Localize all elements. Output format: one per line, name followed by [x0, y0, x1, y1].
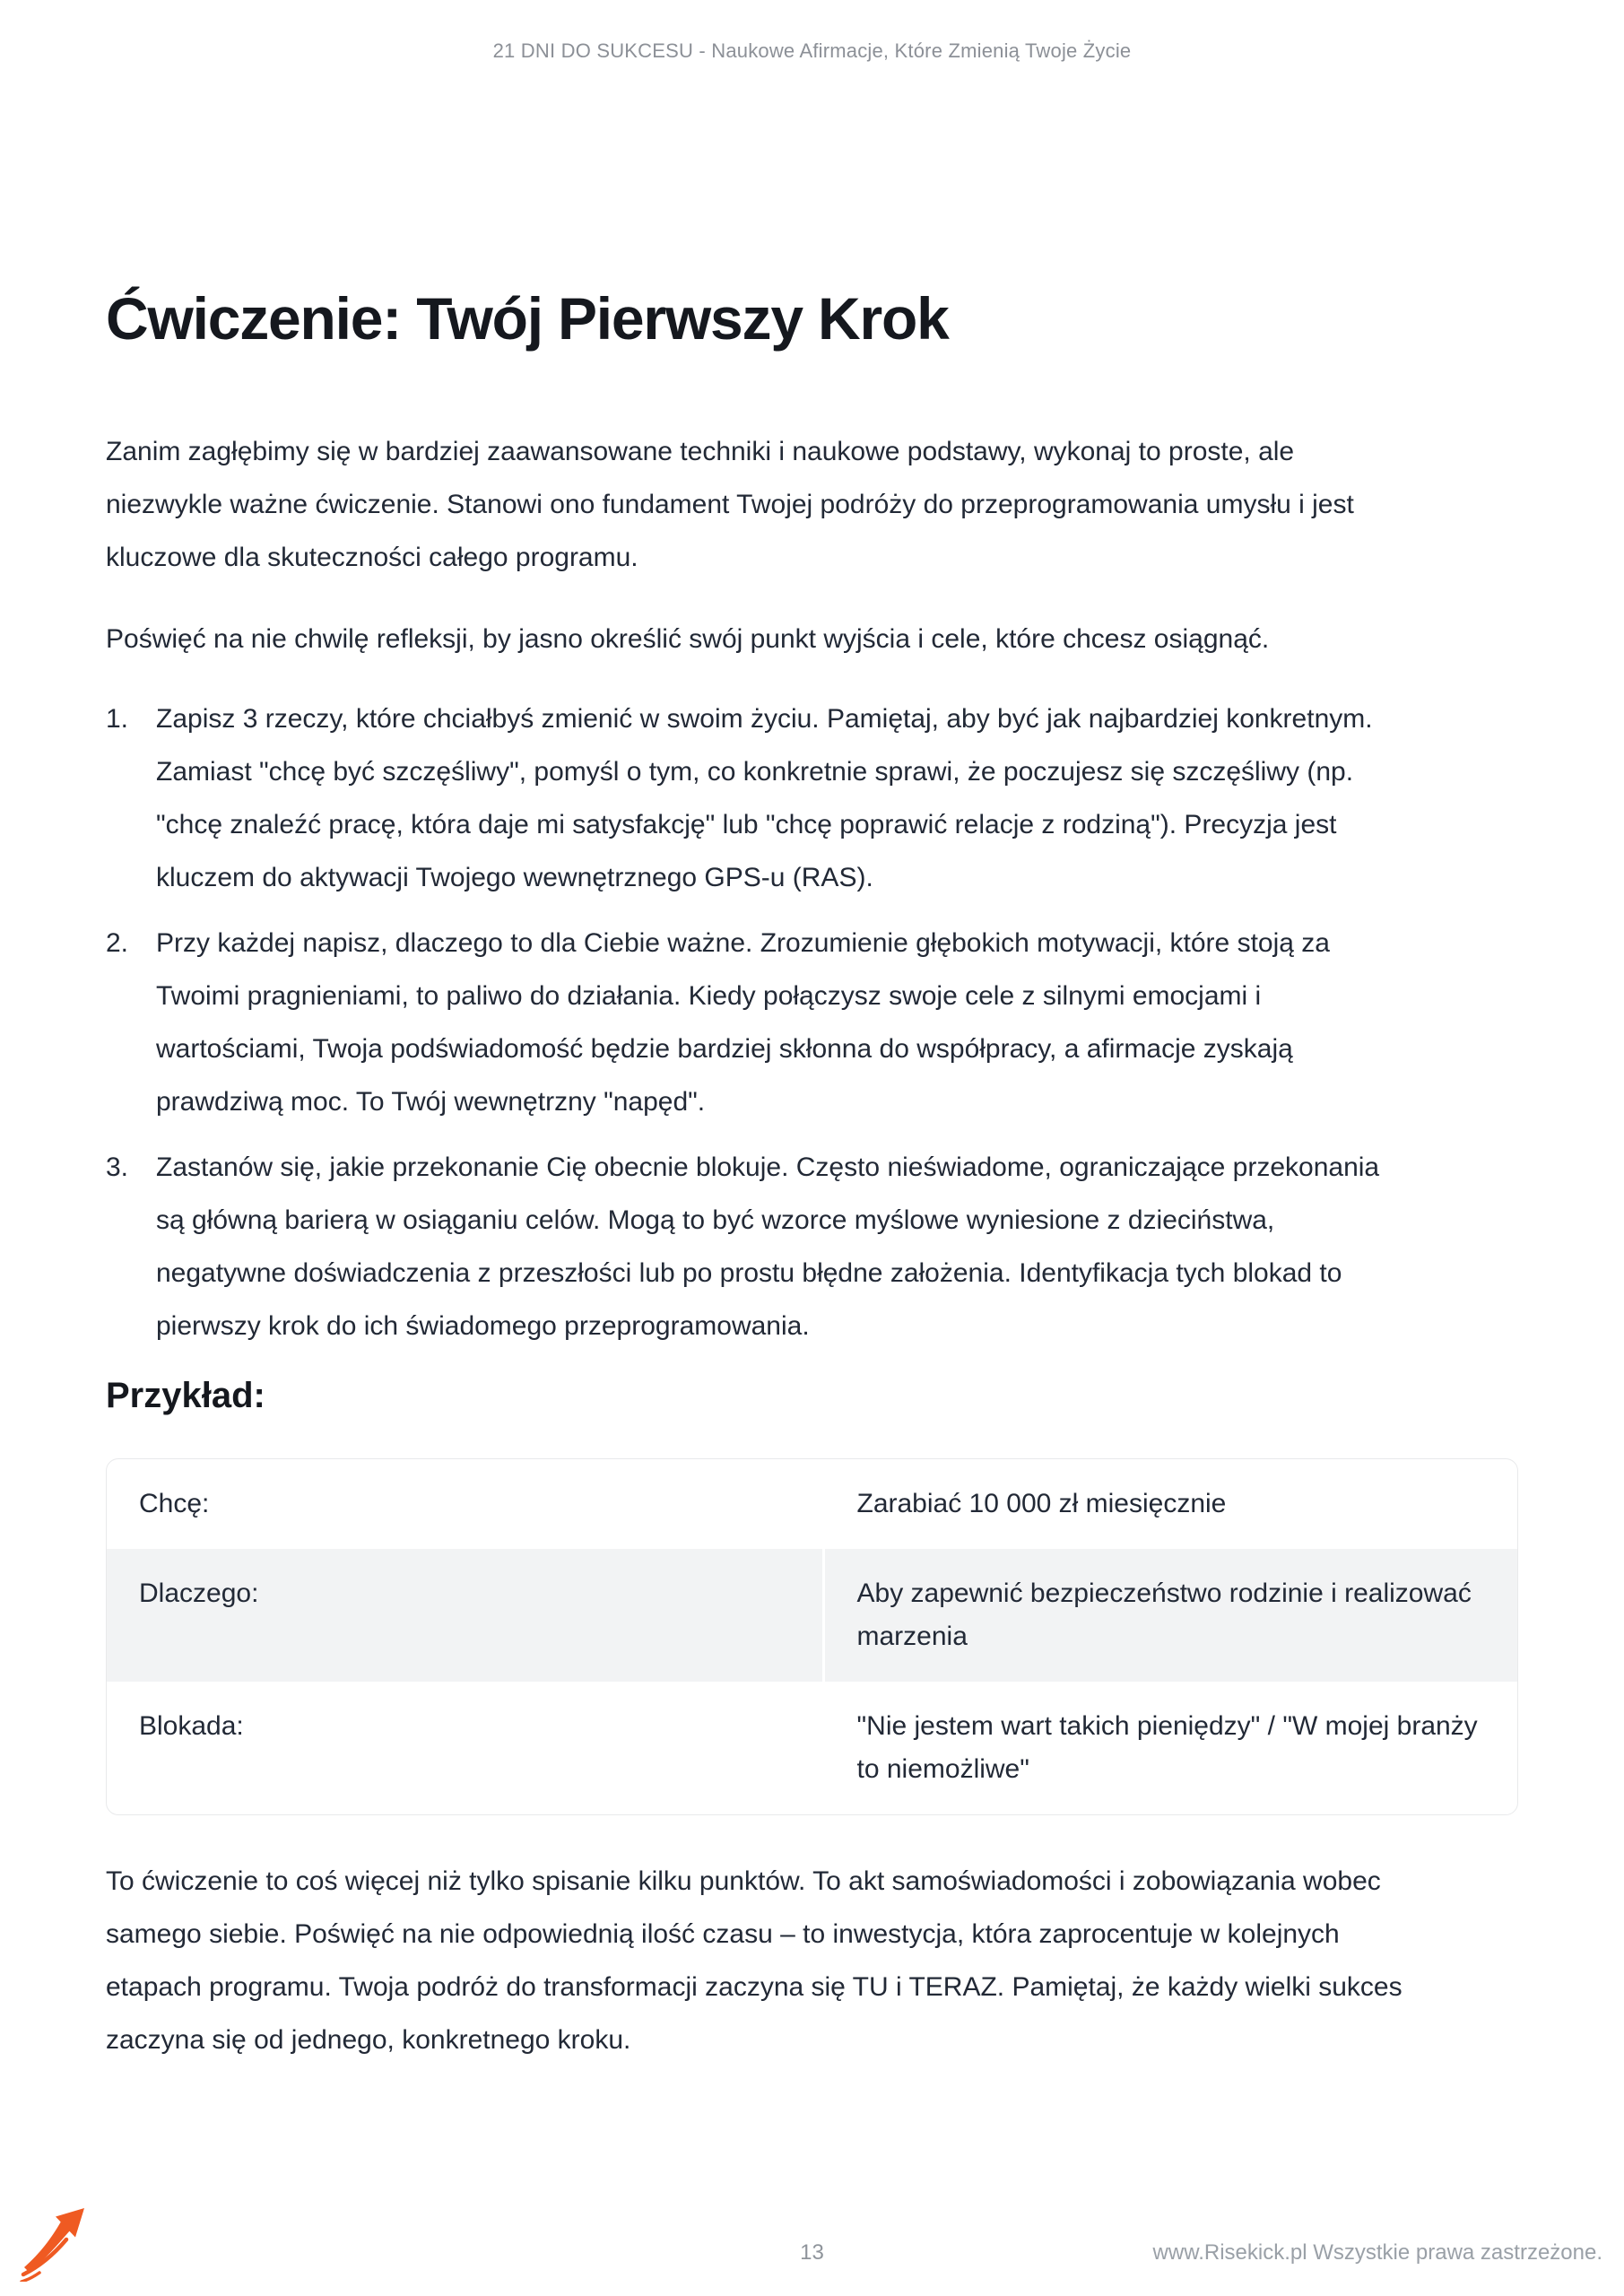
table-row	[107, 1549, 1517, 1682]
table-row	[107, 1682, 1517, 1814]
list-item	[106, 692, 1404, 904]
list-item-number: 2.	[106, 928, 129, 958]
list-item-number: 1.	[106, 704, 129, 734]
list-item-number: 3.	[106, 1152, 129, 1182]
intro-paragraph-2: Poświęć na nie chwilę refleksji, by jasno określić swój punkt wyjścia i cele, które chcesz osiągnąć.	[106, 624, 1270, 654]
steps-list	[106, 692, 1404, 1352]
example-heading: Przykład:	[106, 1376, 265, 1415]
page-number: 13	[800, 2240, 824, 2265]
table-cell-label: Blokada:	[139, 1711, 244, 1741]
list-item-text: Zapisz 3 rzeczy, które chciałbyś zmienić w swoim życiu. Pamiętaj, aby być jak najbardziej konkretnym. Zamiast "chcę być szczęśliwy", pomyśl o tym, co konkretnie sprawi, że poczujesz się szczęśliwy (np. "chcę znaleźć pracę, która daje mi satysfakcję" lub "chcę poprawić relacje z rodziną"). Precyzja jest kluczem do aktywacji Twojego wewnętrznego GPS-u (RAS).	[156, 704, 1373, 892]
list-item-text: Przy każdej napisz, dlaczego to dla Ciebie ważne. Zrozumienie głębokich motywacji, które stoją za Twoimi pragnieniami, to paliwo do działania. Kiedy połączysz swoje cele z silnymi emocjami i wartościami, Twoja podświadomość będzie bardziej skłonna do współpracy, a afirmacje zyskają prawdziwą moc. To Twój wewnętrzny "napęd".	[156, 928, 1330, 1117]
example-table	[106, 1458, 1518, 1815]
table-cell-label: Chcę:	[139, 1489, 210, 1518]
table-cell-value: Zarabiać 10 000 zł miesięcznie	[822, 1459, 1518, 1549]
running-header: 21 DNI DO SUKCESU - Naukowe Afirmacje, Które Zmienią Twoje Życie	[492, 39, 1132, 62]
list-item	[106, 1141, 1404, 1352]
page-content	[106, 287, 1518, 2066]
list-item-text: Zastanów się, jakie przekonanie Cię obecnie blokuje. Często nieświadome, ograniczające przekonania są główną barierą w osiąganiu celów. Mogą to być wzorce myślowe wyniesione z dzieciństwa, negatywne doświadczenia z przeszłości lub po prostu błędne założenia. Identyfikacja tych blokad to pierwszy krok do ich świadomego przeprogramowania.	[156, 1152, 1380, 1341]
table-cell-value: "Nie jestem wart takich pieniędzy" / "W mojej branży to niemożliwe"	[822, 1682, 1518, 1814]
intro-paragraph-1: Zanim zagłębimy się w bardziej zaawansowane techniki i naukowe podstawy, wykonaj to proste, ale niezwykle ważne ćwiczenie. Stanowi ono fundament Twojej podróży do przeprogramowania umysłu i jest kluczowe dla skuteczności całego programu.	[106, 437, 1354, 572]
closing-paragraph: To ćwiczenie to coś więcej niż tylko spisanie kilku punktów. To akt samoświadomości i zobowiązania wobec samego siebie. Poświęć na nie odpowiednią ilość czasu – to inwestycja, która zaprocentuje w kolejnych etapach programu. Twoja podróż do transformacji zaczyna się TU i TERAZ. Pamiętaj, że każdy wielki sukces zaczyna się od jednego, konkretnego kroku.	[106, 1866, 1403, 2055]
table-row	[107, 1459, 1517, 1549]
table-cell-label: Dlaczego:	[139, 1578, 259, 1608]
footer-copyright: www.Risekick.pl Wszystkie prawa zastrzeżone.	[1152, 2240, 1602, 2265]
table-cell-value: Aby zapewnić bezpieczeństwo rodzinie i realizować marzenia	[822, 1549, 1518, 1682]
page-title: Ćwiczenie: Twój Pierwszy Krok	[106, 285, 949, 352]
list-item	[106, 917, 1404, 1128]
